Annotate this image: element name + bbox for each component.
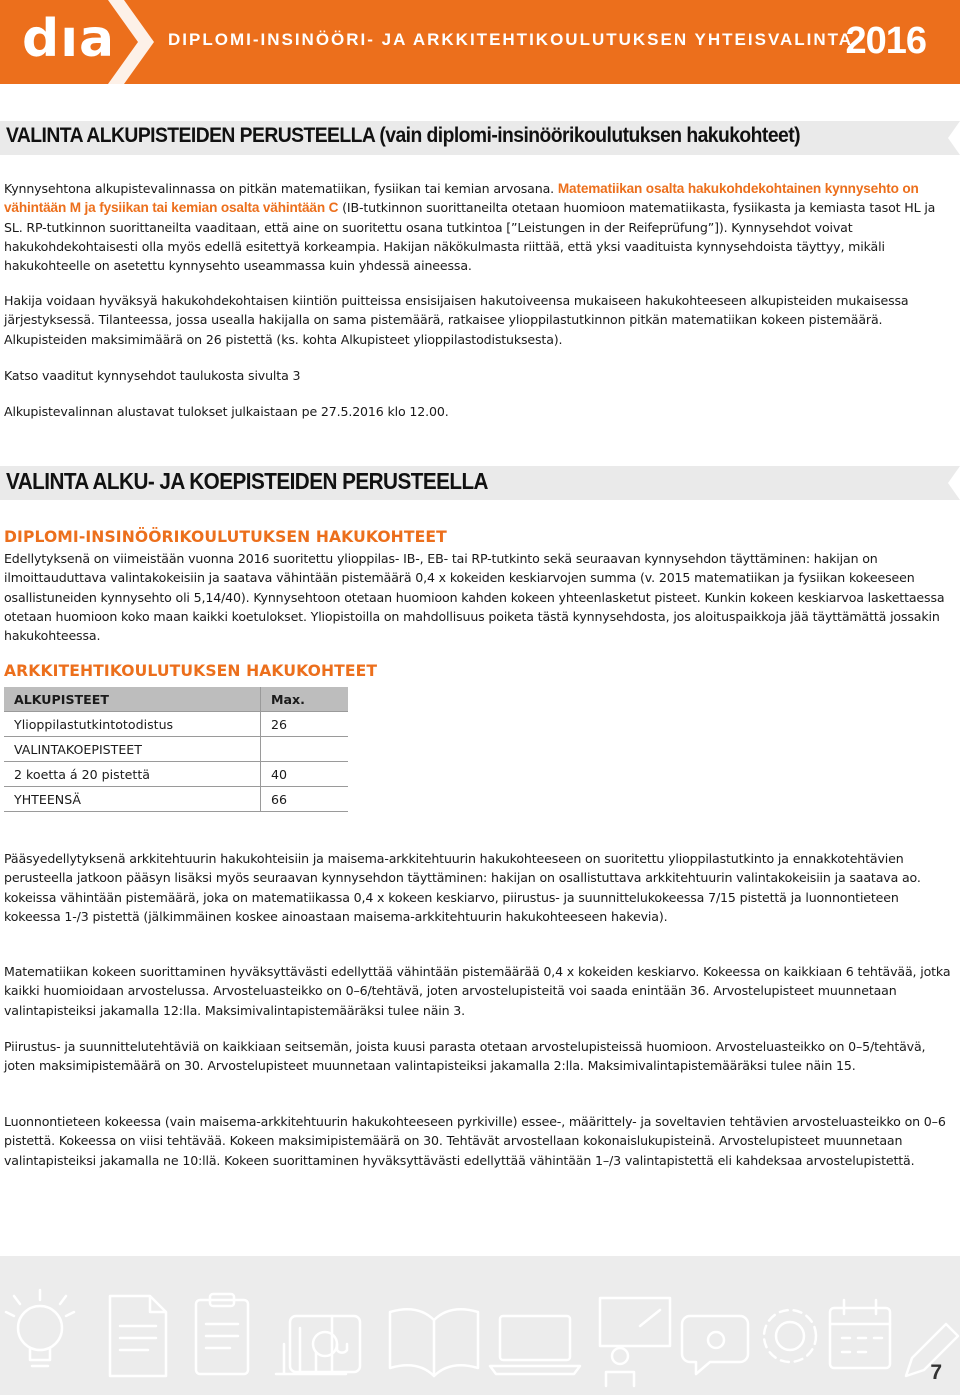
section2-title: VALINTA ALKU- JA KOEPISTEIDEN PERUSTEELLA <box>6 468 488 494</box>
header-chevron-icon <box>108 0 168 84</box>
header-title: DIPLOMI-INSINÖÖRI- JA ARKKITEHTIKOULUTUKSEN YHTEISVALINTA <box>168 30 854 49</box>
section2-banner <box>0 466 960 500</box>
table-row <box>4 737 348 762</box>
dia-logo: dıa <box>22 9 116 69</box>
section1-title: VALINTA ALKUPISTEIDEN PERUSTEELLA (vain diplomi-insinöörikoulutuksen hakukohteet) <box>6 124 800 147</box>
chat-icon <box>682 1316 748 1374</box>
p1-text-a: Kynnysehtona alkupistevalinnassa on pitkän matematiikan, fysiikan tai kemian arvosana. <box>4 181 558 196</box>
table-cell: 40 <box>261 762 349 787</box>
laptop-icon <box>490 1316 580 1374</box>
page-number: 7 <box>930 1361 942 1384</box>
section1-paragraph-2: Hakija voidaan hyväksyä hakukohdekohtaisen kiintiön puitteissa ensisijaisen hakutoiveensa mukaiseen hakukohteeseen alkupisteiden mukaisessa järjestyksessä. Tilanteessa, jossa usealla hakijalla on sama pistemäärä, ratkaisee ylioppilastutkinnon pitkän matematiikan kokeen pistemäärä. Alkupisteiden maksimimäärä on 26 pistettä (ks. kohta Alkupisteet ylioppilastodistuksesta). <box>4 293 909 347</box>
banner-arrow-icon <box>920 466 960 500</box>
ark-paragraph-3: Piirustus- ja suunnittelutehtäviä on kaikkiaan seitsemän, joista kuusi parasta otetaan arvostelupisteissä huomioon. Arvosteluasteikko on 0–5/tehtävä, joten maksimipistemäärä on 30. Arvostelupisteet muunnetaan valintapisteiksi jakamalla 2:lla. Maksimivalintapistemääräksi tulee näin 15. <box>4 1039 926 1074</box>
table-row <box>4 712 348 737</box>
section1-paragraph-4: Alkupistevalinnan alustavat tulokset julkaistaan pe 27.5.2016 klo 12.00. <box>4 404 449 419</box>
table-cell: VALINTAKOEPISTEET <box>4 737 261 762</box>
table-header-row <box>4 687 348 712</box>
clipboard-icon <box>196 1294 248 1374</box>
teacher-icon <box>600 1298 670 1386</box>
points-table <box>4 687 348 812</box>
page-footer <box>0 1256 960 1395</box>
table-cell <box>261 737 349 762</box>
table-cell: 2 koetta á 20 pistettä <box>4 762 261 787</box>
table-cell: 26 <box>261 712 349 737</box>
document-icon <box>110 1296 166 1376</box>
table-row <box>4 762 348 787</box>
ark-paragraph-4: Luonnontieteen kokeessa (vain maisema-arkkitehtuurin hakukohteeseen pyrkiville) essee-, määrittely- ja soveltavien tehtävien arvosteluasteikko on 0–6 pistettä. Kokeessa on viisi tehtävää. Kokeen maksimipistemäärä on 30. Tehtävät arvostellaan kokonaislukupisteinä. Arvostelupisteet muunnetaan valintapisteiksi jakamalla ne 10:llä. Kokeen suorittaminen hyväksyttävästi edellyttää vähintään 1–/3 valintapistettä eli kahdeksaa arvostelupistettä. <box>4 1114 946 1168</box>
di-paragraph: Edellytyksenä on viimeistään vuonna 2016 suoritettu ylioppilas- IB-, EB- tai RP-tutkinto sekä seuraavan kynnysehdon täyttäminen: hakijan on ilmoittauduttava valintakokeisiin ja saatava vähintään pistemäärä 0,4 x kokeiden keskiarvojen summa (v. 2015 matematiikan ja fysiikan kokeeseen osallistuneiden kynnysehto oli 5,14/40). Kynnysehtoon otetaan huomioon kahden kokeen yhteenlasketut pisteet. Kunkin kokeen keskiarvoa laskettaessa otetaan huomioon koko maan kaikki koetulokset. Yliopistoilla on mahdollisuus poiketa tästä kynnysehdosta, jos aloituspaikkoja jää täyttämättä jossakin hakukohteessa. <box>4 551 945 644</box>
ark-paragraph-2: Matematiikan kokeen suorittaminen hyväksyttävästi edellyttää vähintään pistemäärää 0,4 x kokeiden keskiarvo. Kokeessa on kaikkiaan 6 tehtävää, jotka kaikki huomioidaan arvostelussa. Arvosteluasteikko on 0–6/tehtävä, joten arvostelupisteitä voi saada enintään 36. Arvostelupisteet muunnetaan valintapisteiksi jakamalla 12:lla. Maksimivalintapistemääräksi tulee näin 3. <box>4 964 951 1018</box>
book-icon <box>390 1309 478 1376</box>
table-header-cell: Max. <box>261 687 349 712</box>
section1-paragraph-1 <box>4 179 956 275</box>
ark-heading: ARKKITEHTIKOULUTUKSEN HAKUKOHTEET <box>4 662 378 680</box>
table-row <box>4 787 348 812</box>
ark-paragraph-1: Pääsyedellytyksenä arkkitehtuurin hakukohteisiin ja maisema-arkkitehtuurin hakukohteeseen on suoritettu ylioppilastutkinto ja ennakkotehtävien perusteella jatkoon pääsyn lisäksi myös seuraavan kynnysehdon täyttäminen: hakijan on osallistuttava arkkitehtuurin valintakokeisiin ja saatava ao. kokeissa vähintään pistemäärä, joka on matematiikassa 0,4 x kokeen keskiarvo, piirustus- ja suunnittelukokeessa 7/15 pistettä ja luonnontieteen kokeessa 1-/3 pistettä (jälkimmäinen koskee ainoastaan maisema-arkkitehtuurin hakukohteeseen hakevia). <box>4 851 921 924</box>
lightbulb-icon <box>6 1290 74 1366</box>
header-year: 2016 <box>845 20 926 62</box>
table-cell: 66 <box>261 787 349 812</box>
chart-icon <box>276 1316 346 1374</box>
table-cell: YHTEENSÄ <box>4 787 261 812</box>
table-cell: Ylioppilastutkintotodistus <box>4 712 261 737</box>
banner-arrow-icon <box>920 121 960 155</box>
p1-highlight: Matematiikan osalta hakukohdekohtainen kynnysehto on vähintään M ja fysiikan tai kemian osalta vähintään C <box>4 181 919 216</box>
section1-paragraph-3: Katso vaaditut kynnysehdot taulukosta sivulta 3 <box>4 368 301 383</box>
p1-text-c: (IB-tutkinnon suorittaneilta otetaan huomioon matematiikasta, fysiikasta ja kemiasta tasot HL ja SL. RP-tutkinnon suorittaneilta vaaditaan, että aine on suoritettu osana tutkintoa [”Leistungen in der Reifeprüfung”]). Kynnysehdot voivat hakukohdekohtaisesti olla myös edellä esitettyä korkeampia. Hakijan näkökulmasta riittää, että yksi vaadituista kynnysehdoista täyttyy, mikäli hakukohteelle on asetettu kynnysehto useammassa kuin yhdessä aineessa. <box>4 200 936 274</box>
gear-icon <box>764 1310 816 1362</box>
section1-banner <box>0 121 960 155</box>
table-header-cell: ALKUPISTEET <box>4 687 261 712</box>
calendar-icon <box>830 1300 890 1368</box>
di-heading: DIPLOMI-INSINÖÖRIKOULUTUKSEN HAKUKOHTEET <box>4 528 447 546</box>
page-header <box>0 0 960 84</box>
